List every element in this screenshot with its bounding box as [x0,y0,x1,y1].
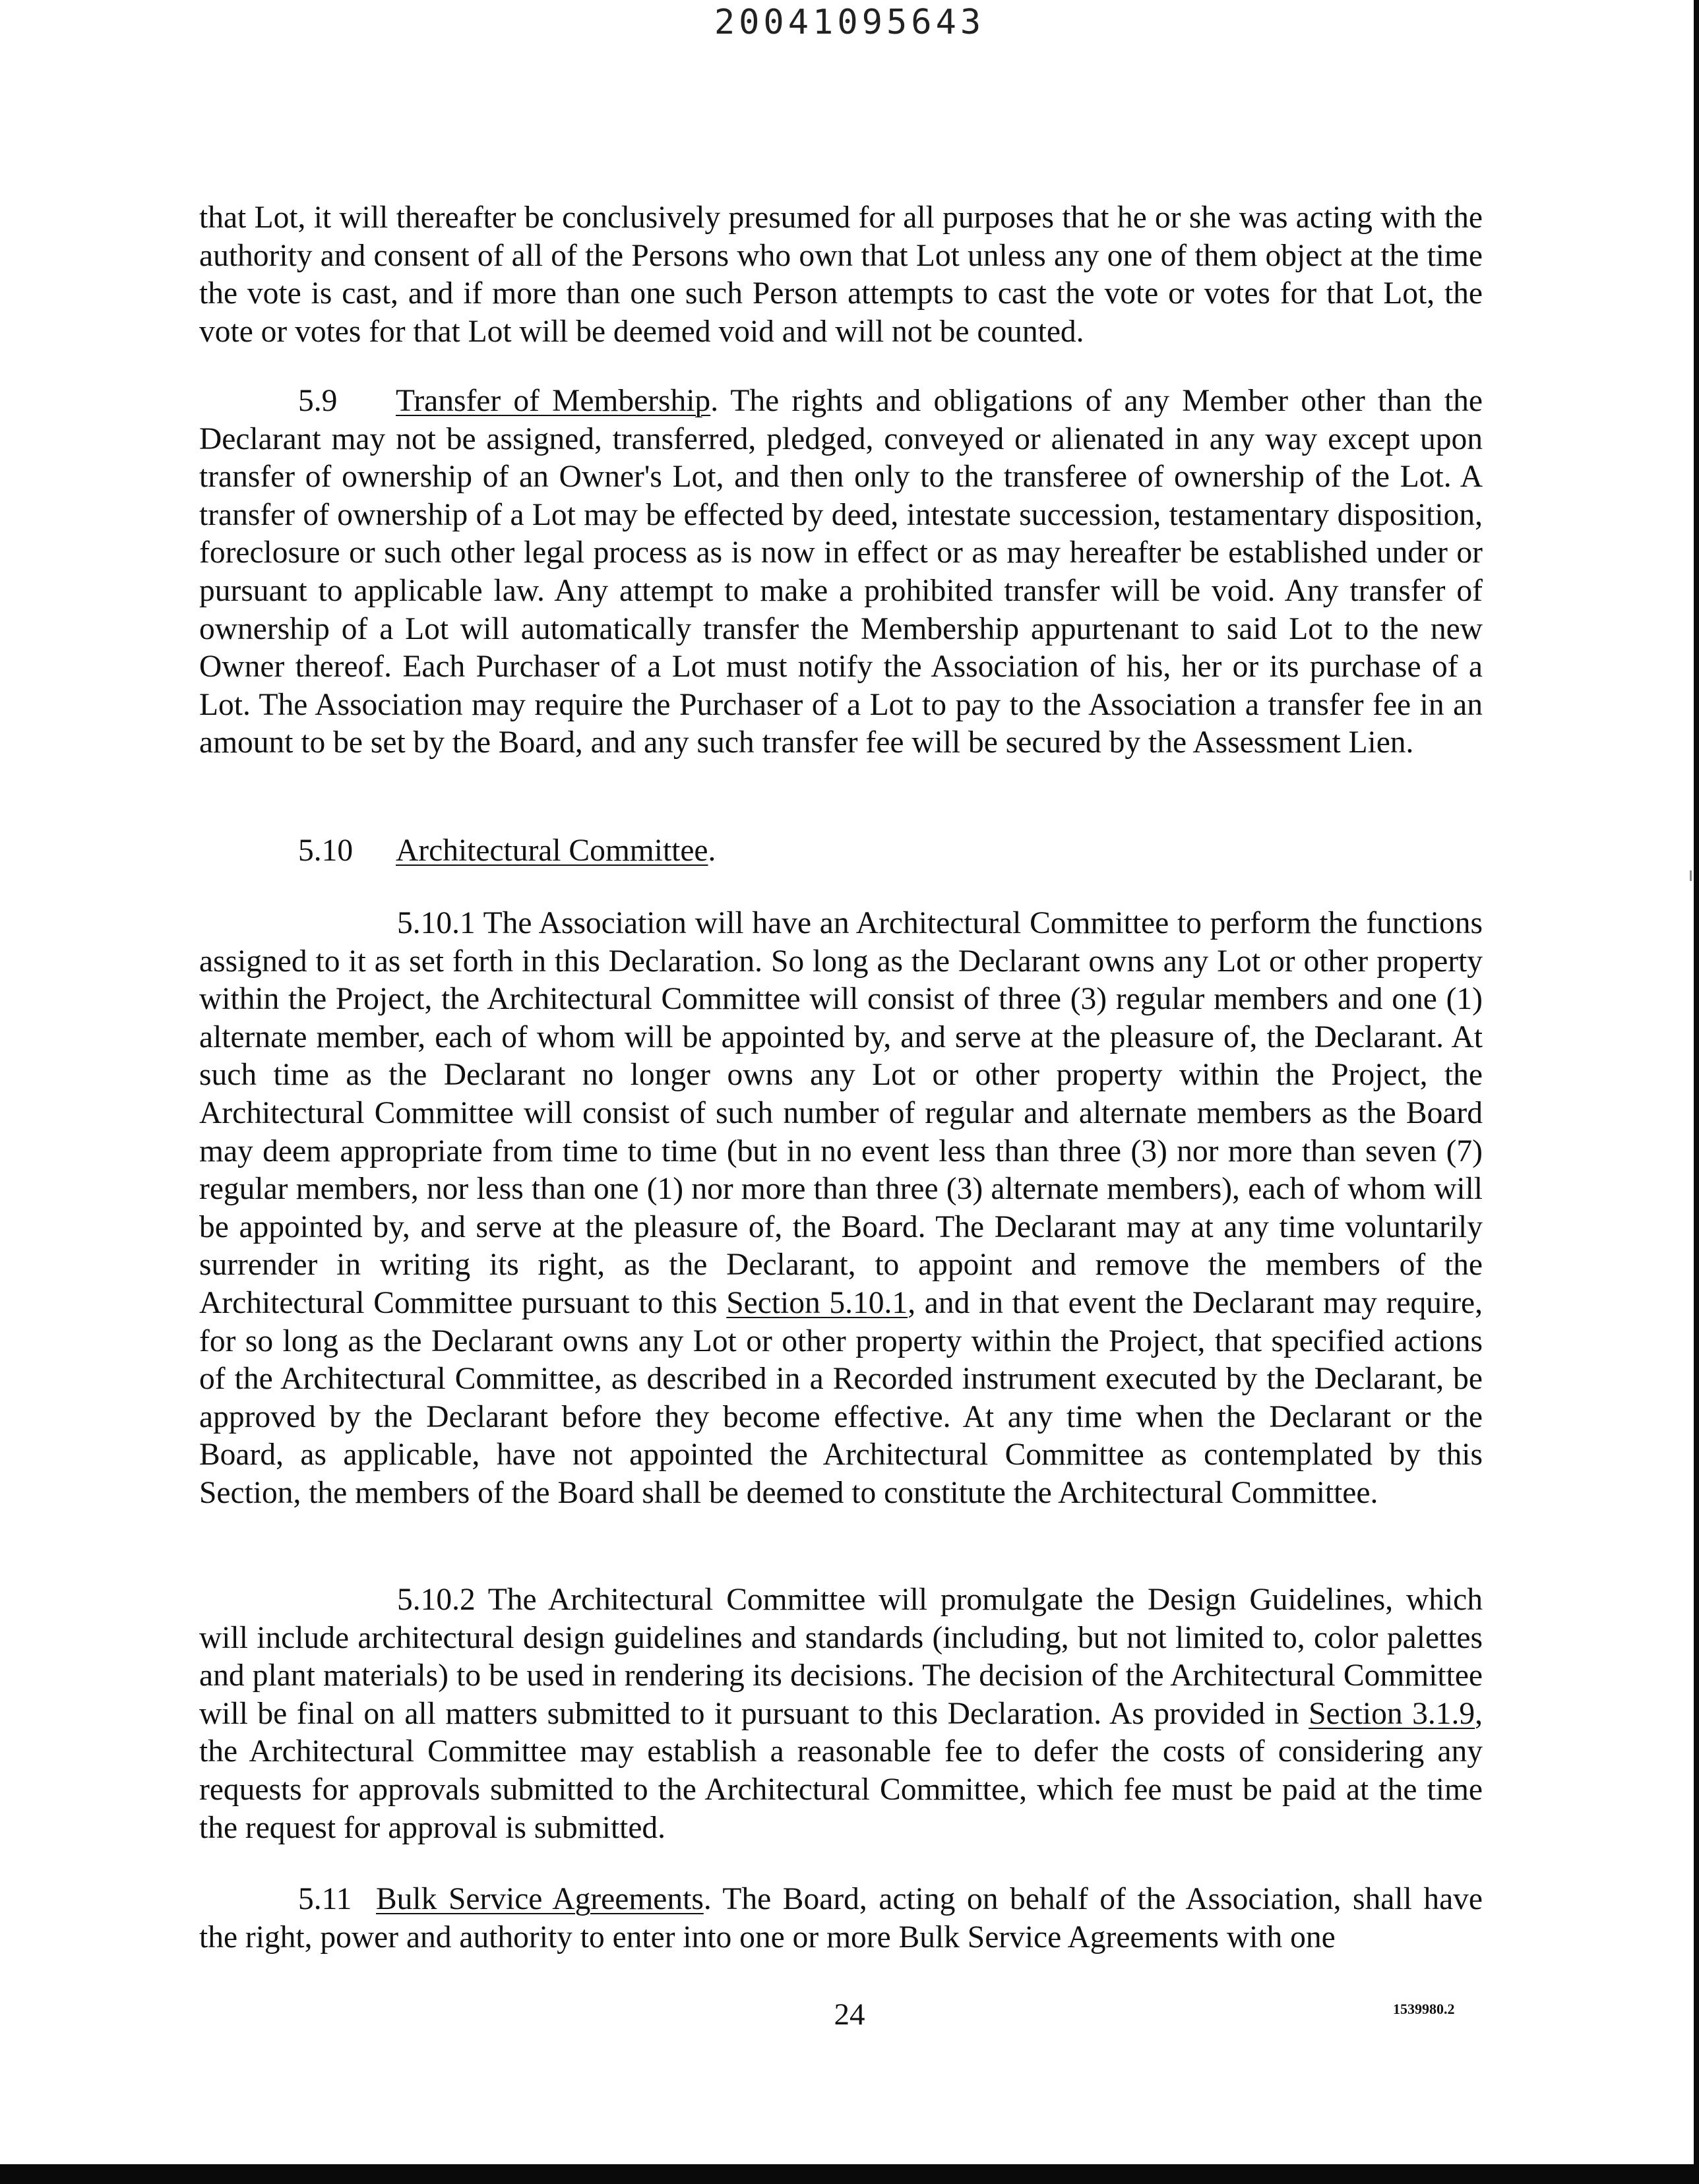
section-5-10-1-body-b: , and in that event the Declarant may require, for so long as the Declarant owns any Lot or other property within the Project, that specified actions of the Architectural Committee, as described in a Recorded instrument executed by the Declarant, be approved by the Declarant before they become effective. At any time when the Declarant or the Board, as applicable, have not appointed the Architectural Committee as contemplated by this Section, the members of the Board shall be deemed to constitute the Architectural Committee. [199,1285,1483,1510]
recording-number: 20041095643 [714,3,985,42]
section-5-11-title: Bulk Service Agreements [376,1882,704,1916]
section-5-10-number: 5.10 [298,834,354,868]
section-5-9-body: . The rights and obligations of any Member other than the Declarant may not be assigned, transferred, pledged, conveyed or alienated in any way except upon transfer of ownership of an Owner's Lot, and then only to the transferee of ownership of the Lot. A transfer of ownership of a Lot may be effected by deed, intestate succession, testamentary disposition, foreclosure or such other legal process as is now in effect or as may hereafter be established under or pursuant to applicable law. Any attempt to make a prohibited transfer will be void. Any transfer of ownership of a Lot will automatically transfer the Membership appurtenant to said Lot to the new Owner thereof. Each Purchaser of a Lot must notify the Association of his, her or its purchase of a Lot. The Association may require the Purchaser of a Lot to pay to the Association a transfer fee in an amount to be set by the Board, and any such transfer fee will be secured by the Assessment Lien. [199,384,1483,760]
section-5-10-1-number: 5.10.1 [397,906,476,940]
section-5-10-2-number: 5.10.2 [397,1583,476,1617]
section-5-9 [199,382,1483,762]
section-5-11-body: . The Board, acting on behalf of the Association, shall have the right, power and authority to enter into one or more Bulk Service Agreements with one [199,1882,1483,1955]
section-5-9-title: Transfer of Membership [396,384,711,418]
bottom-edge-rule [0,2164,1699,2184]
section-5-10-1-reference: Section 5.10.1 [726,1285,908,1320]
document-id: 1539980.2 [1393,2001,1455,2017]
paragraph-continuation: that Lot, it will thereafter be conclusively presumed for all purposes that he or she was acting with the authority and consent of all of the Persons who own that Lot unless any one of them object at the time the vote is cast, and if more than one such Person attempts to cast the vote or votes for that Lot, the vote or votes for that Lot will be deemed void and will not be counted. [199,200,1483,349]
scan-artifact [1690,870,1692,881]
section-5-10-title: Architectural Committee [396,834,708,868]
page-number: 24 [834,1997,865,2032]
section-5-10-2 [199,1581,1483,1847]
section-5-10-2-body-a: The Architectural Committee will promulgate the Design Guidelines, which will include architectural design guidelines and standards (including, but not limited to, color palettes and plant materials) to be used in rendering its decisions. The decision of the Architectural Committee will be final on all matters submitted to it pursuant to this Declaration. As provided in [199,1583,1483,1731]
section-5-10-1-body-a: The Association will have an Architectural Committee to perform the functions assigned to it as set forth in this Declaration. So long as the Declarant owns any Lot or other property within the Project, the Architectural Committee will consist of three (3) regular members and one (1) alternate member, each of whom will be appointed by, and serve at the pleasure of, the Declarant. At such time as the Declarant no longer owns any Lot or other property within the Project, the Architectural Committee will consist of such number of regular and alternate members as the Board may deem appropriate from time to time (but in no event less than three (3) nor more than seven (7) regular members, nor less than one (1) nor more than three (3) alternate members), each of whom will be appointed by, and serve at the pleasure of, the Board. The Declarant may at any time voluntarily surrender in writing its right, as the Declarant, to appoint and remove the members of the Architectural Committee pursuant to this [199,906,1483,1320]
section-5-10-2-reference: Section 3.1.9 [1309,1696,1475,1731]
section-5-9-number: 5.9 [298,384,338,418]
section-5-10-1 [199,905,1483,1513]
section-5-11-number: 5.11 [298,1882,352,1916]
right-edge-rule [1694,0,1699,2184]
section-5-10 [199,832,1483,870]
section-5-11 [199,1881,1483,1957]
section-5-10-2-body-b: , the Architectural Committee may establish a reasonable fee to defer the costs of considering any requests for approvals submitted to the Architectural Committee, which fee must be paid at the time the request for approval is submitted. [199,1696,1483,1845]
section-5-10-after: . [708,834,716,868]
